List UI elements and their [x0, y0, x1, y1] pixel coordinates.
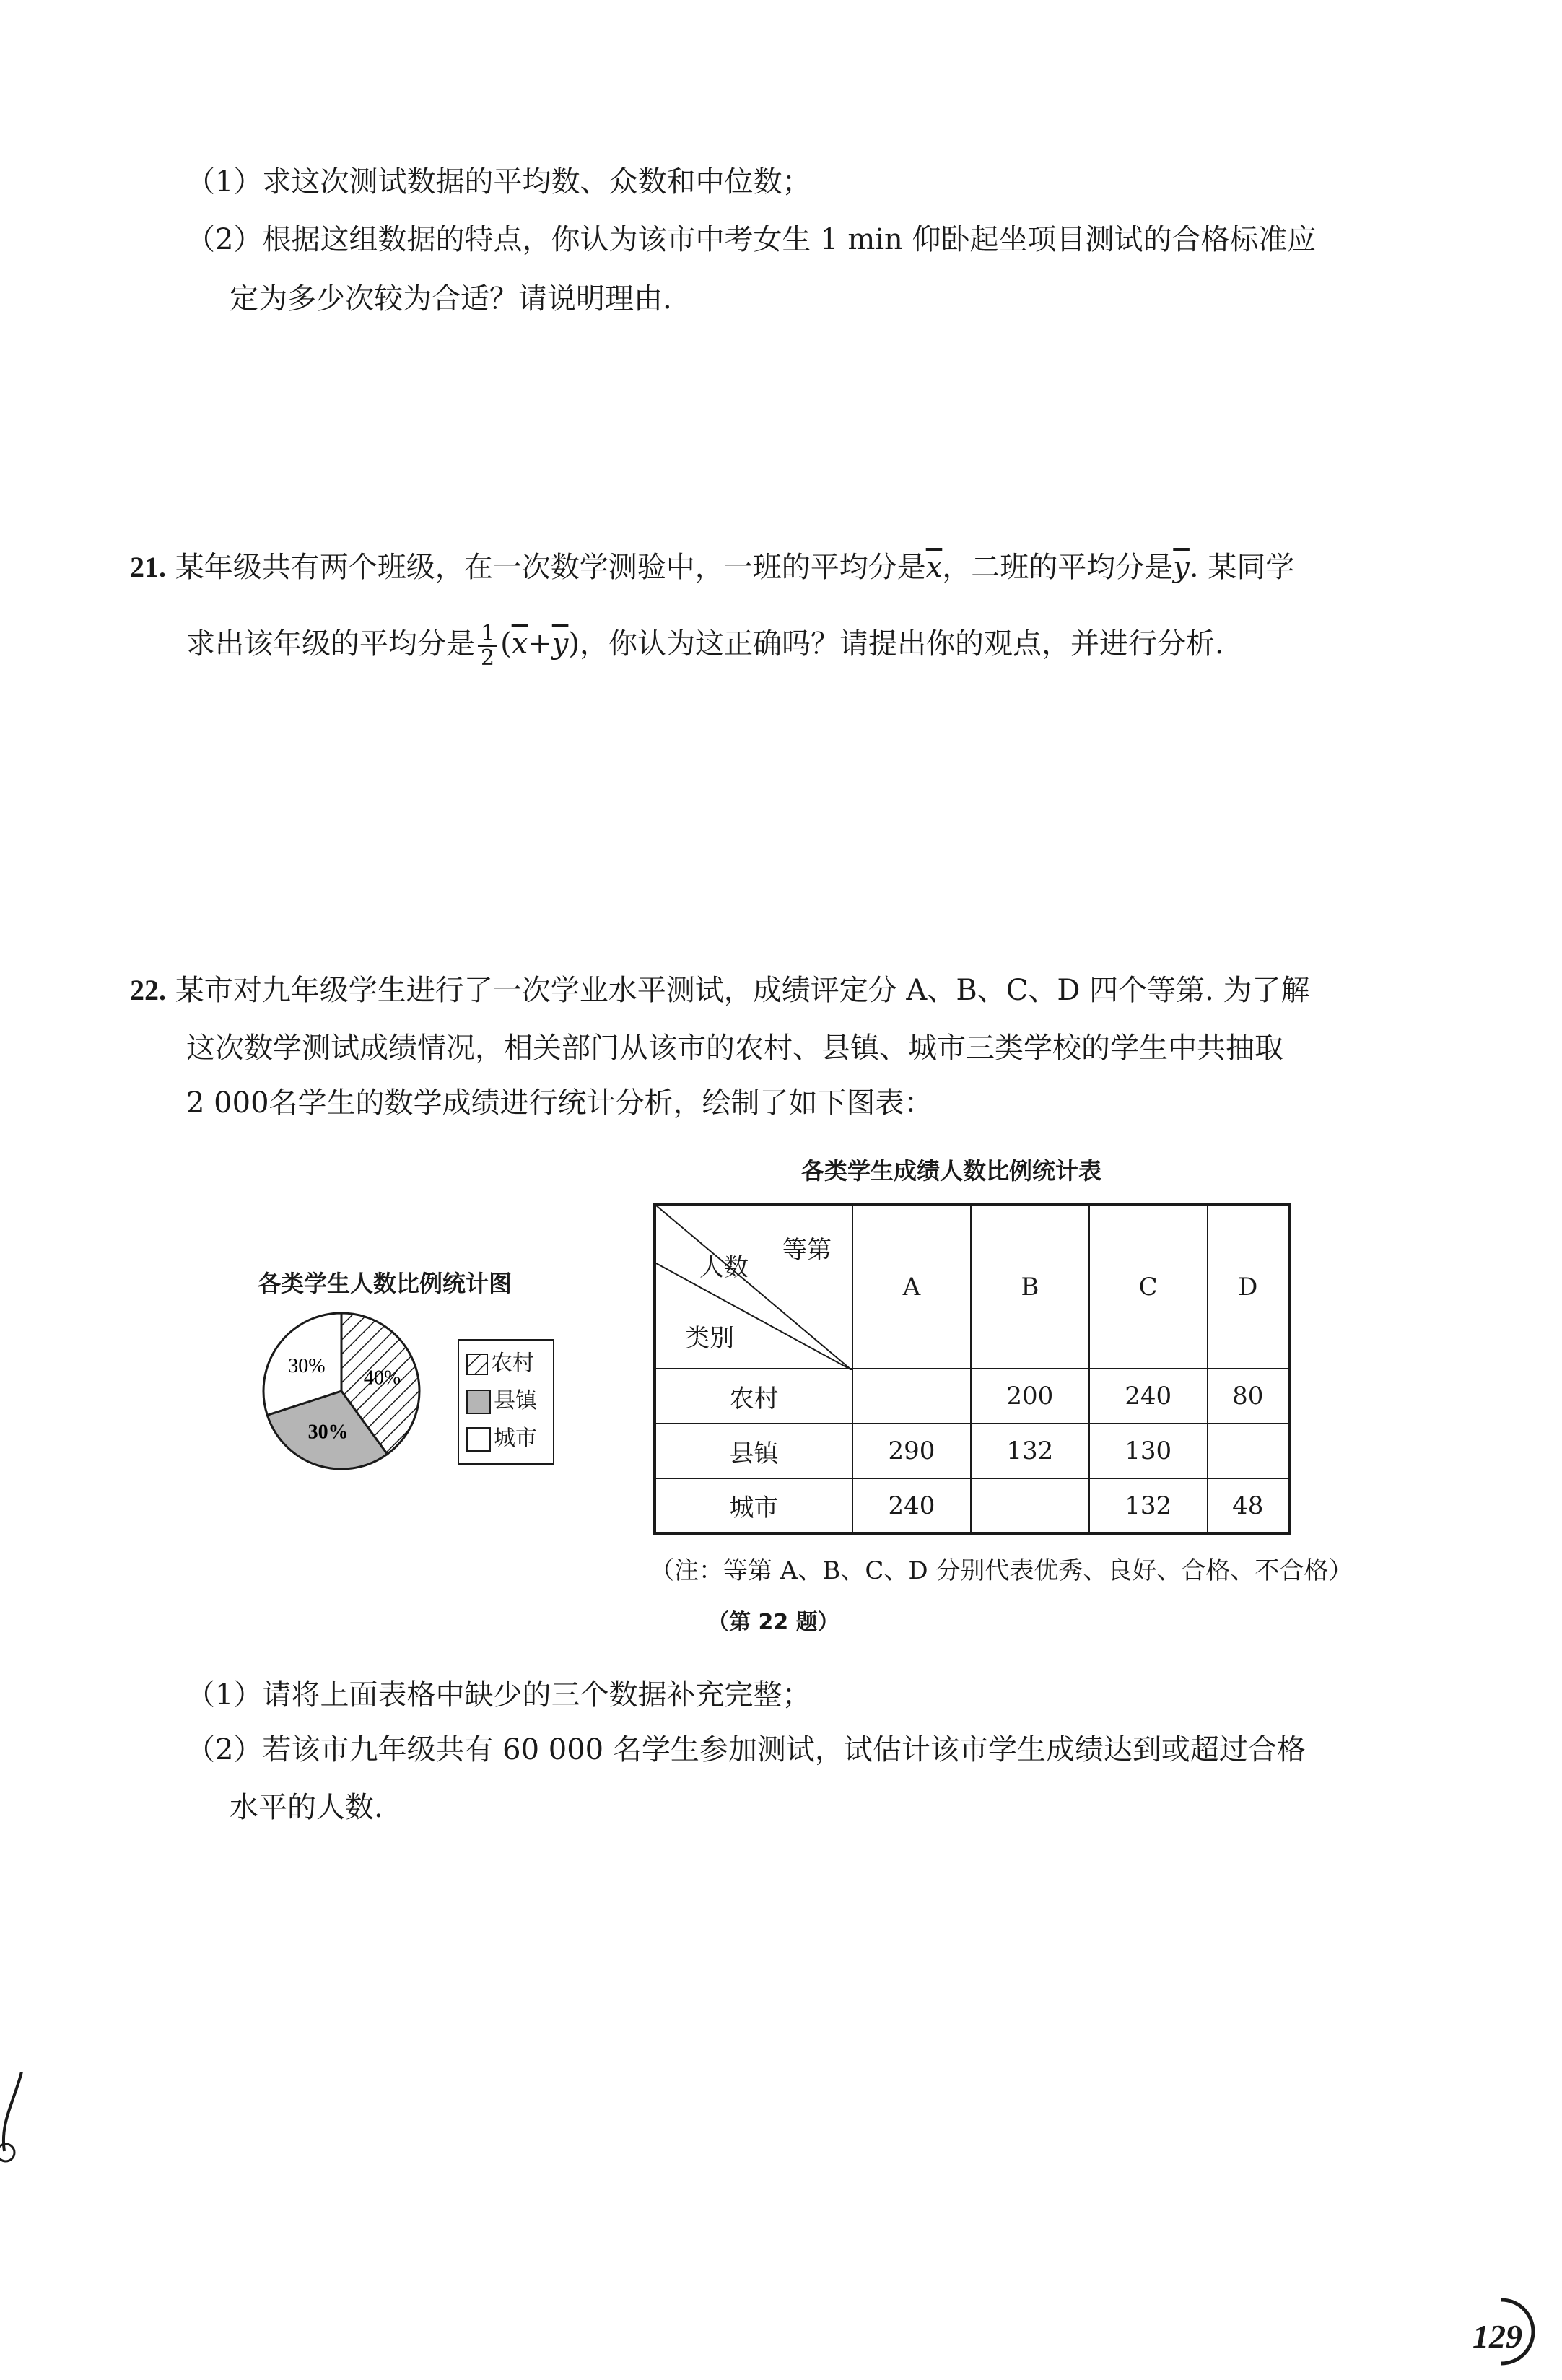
frac-denominator: 2 [481, 645, 495, 671]
cell-county-b: 132 [971, 1424, 1089, 1478]
q22-number: 22. [130, 974, 166, 1006]
header-category-label: 类别 [685, 1324, 734, 1353]
q21-var-y: $\overline{y}$ [1173, 551, 1190, 584]
q22-line2: 这次数学测试成绩情况，相关部门从该市的农村、县镇、城市三类学校的学生中共抽取 [186, 1032, 1283, 1065]
q22-part2-line1: （2）若该市九年级共有 60 000 名学生参加测试，试估计该市学生成绩达到或超过合格 [186, 1733, 1306, 1766]
gray-swatch-icon [466, 1390, 491, 1414]
expr-open: ( [500, 627, 512, 661]
cell-city-b [971, 1478, 1089, 1533]
col-header-b: B [971, 1204, 1089, 1369]
figure-caption: （第 22 题） [707, 1610, 839, 1635]
cell-city-a: 240 [852, 1478, 971, 1533]
expr-y: $\overline{y}$ [551, 627, 569, 661]
q20-part2-line1: （2）根据这组数据的特点，你认为该市中考女生 1 min 仰卧起坐项目测试的合格标准应 [186, 223, 1317, 256]
table-title: 各类学生成绩人数比例统计表 [801, 1157, 1102, 1185]
cell-county-c: 130 [1089, 1424, 1208, 1478]
legend-item-rural [466, 1351, 534, 1377]
margin-curl-decoration [0, 2072, 29, 2166]
header-count-label: 人数 [699, 1253, 749, 1282]
cell-rural-b: 200 [971, 1369, 1089, 1424]
q22-part2-line2: 水平的人数. [230, 1791, 383, 1824]
pie-legend [458, 1339, 554, 1465]
expr-x: $\overline{x}$ [511, 627, 528, 661]
grade-stats-table [653, 1203, 1291, 1535]
legend-label-county: 县镇 [494, 1388, 537, 1413]
table-header-row [655, 1204, 1289, 1369]
q20-part2-line2: 定为多少次较为合适？请说明理由. [230, 282, 672, 315]
pie-chart-title: 各类学生人数比例统计图 [258, 1270, 512, 1297]
col-header-d: D [1208, 1204, 1289, 1369]
table-row [655, 1478, 1289, 1533]
pie-label-rural: 40% [363, 1366, 401, 1390]
q21-text-a: 某年级共有两个班级，在一次数学测验中，一班的平均分是 [175, 551, 926, 584]
q21-text-d: 求出该年级的平均分是 [186, 627, 475, 661]
legend-label-city: 城市 [494, 1426, 537, 1451]
diagonal-header-cell [655, 1204, 852, 1369]
q22-line3: 2 000名学生的数学成绩进行统计分析，绘制了如下图表： [186, 1086, 933, 1120]
cell-rural-d: 80 [1208, 1369, 1289, 1424]
pie-chart [258, 1308, 424, 1474]
q20-part1: （1）求这次测试数据的平均数、众数和中位数； [186, 165, 811, 199]
q21-fraction [478, 622, 497, 670]
white-swatch-icon [466, 1427, 491, 1452]
q22-text-1: 某市对九年级学生进行了一次学业水平测试，成绩评定分 A、B、C、D 四个等第. 为了解 [175, 974, 1310, 1007]
expr-close: ) [568, 627, 580, 661]
table-note: （注：等第 A、B、C、D 分别代表优秀、良好、合格、不合格） [650, 1556, 1353, 1585]
q22-part1: （1）请将上面表格中缺少的三个数据补充完整； [186, 1678, 811, 1712]
table-row [655, 1424, 1289, 1478]
q21-text-b: ，二班的平均分是 [942, 551, 1174, 584]
col-header-c: C [1089, 1204, 1208, 1369]
legend-label-rural: 农村 [491, 1351, 534, 1376]
expr-plus: + [528, 627, 552, 661]
header-grade-label: 等第 [782, 1236, 832, 1265]
col-header-a: A [852, 1204, 971, 1369]
q21-line2 [186, 622, 1224, 670]
hatch-swatch-icon [466, 1354, 488, 1375]
row-label-rural: 农村 [655, 1369, 852, 1424]
legend-item-city [466, 1426, 537, 1452]
q21-var-x: $\overline{x}$ [925, 551, 943, 584]
cell-county-a: 290 [852, 1424, 971, 1478]
q21-line1 [130, 549, 1294, 586]
row-label-county: 县镇 [655, 1424, 852, 1478]
cell-rural-a [852, 1369, 971, 1424]
frac-numerator: 1 [478, 622, 497, 647]
cell-city-d: 48 [1208, 1478, 1289, 1533]
cell-rural-c: 240 [1089, 1369, 1208, 1424]
q21-text-c: . 某同学 [1189, 551, 1295, 584]
cell-county-d [1208, 1424, 1289, 1478]
q21-text-e: ，你认为这正确吗？请提出你的观点，并进行分析. [580, 627, 1224, 661]
legend-item-county [466, 1388, 537, 1414]
pie-label-county: 30% [307, 1421, 349, 1444]
table-row [655, 1369, 1289, 1424]
q22-line1 [130, 972, 1310, 1009]
row-label-city: 城市 [655, 1478, 852, 1533]
cell-city-c: 132 [1089, 1478, 1208, 1533]
q21-number: 21. [130, 551, 166, 583]
pie-label-city: 30% [288, 1355, 326, 1378]
page-number: 129 [1472, 2318, 1522, 2355]
